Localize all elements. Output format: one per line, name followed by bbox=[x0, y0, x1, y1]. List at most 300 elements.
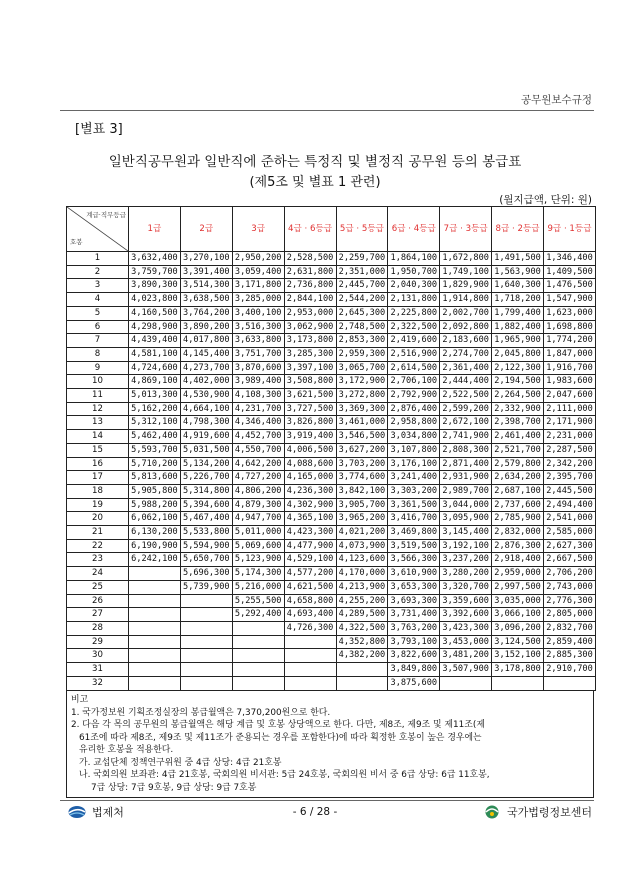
column-header: 8급 · 2등급 bbox=[492, 207, 544, 252]
salary-cell: 4,322,500 bbox=[336, 621, 388, 635]
footer-right-label: 국가법령정보센터 bbox=[506, 806, 592, 819]
salary-cell: 2,736,800 bbox=[284, 279, 336, 293]
salary-cell: 2,614,500 bbox=[388, 361, 440, 375]
salary-cell: 5,013,300 bbox=[129, 389, 181, 403]
salary-cell: 5,162,200 bbox=[129, 402, 181, 416]
salary-cell: 2,959,000 bbox=[492, 567, 544, 581]
table-row bbox=[67, 594, 596, 608]
salary-cell: 2,959,300 bbox=[336, 347, 388, 361]
salary-cell: 3,653,300 bbox=[388, 580, 440, 594]
salary-cell: 3,124,500 bbox=[492, 635, 544, 649]
salary-cell: 4,798,300 bbox=[180, 416, 232, 430]
salary-cell: 3,793,100 bbox=[388, 635, 440, 649]
table-row bbox=[67, 471, 596, 485]
salary-cell: 3,096,200 bbox=[492, 621, 544, 635]
salary-cell bbox=[284, 676, 336, 690]
salary-cell: 2,171,900 bbox=[544, 416, 596, 430]
salary-cell: 3,453,000 bbox=[440, 635, 492, 649]
salary-cell: 1,718,200 bbox=[492, 293, 544, 307]
unit-note: (월지급액, 단위: 원) bbox=[499, 194, 592, 206]
salary-cell bbox=[492, 676, 544, 690]
salary-cell: 3,989,400 bbox=[232, 375, 284, 389]
salary-cell: 2,002,700 bbox=[440, 306, 492, 320]
salary-cell: 3,919,400 bbox=[284, 430, 336, 444]
salary-cell: 3,703,200 bbox=[336, 457, 388, 471]
salary-cell: 2,494,400 bbox=[544, 498, 596, 512]
salary-cell: 5,813,600 bbox=[129, 471, 181, 485]
salary-cell: 4,439,400 bbox=[129, 334, 181, 348]
salary-cell: 2,398,700 bbox=[492, 416, 544, 430]
remark-item-2-na-line-1: 나. 국회의원 보좌관: 4급 21호봉, 국회의원 비서관: 5급 24호봉, 국회의원 비서 중 6급 상당: 6급 11호봉, bbox=[79, 770, 490, 780]
step-cell: 31 bbox=[67, 663, 129, 677]
step-cell: 8 bbox=[67, 347, 129, 361]
table-row bbox=[67, 635, 596, 649]
table-row bbox=[67, 334, 596, 348]
table-row bbox=[67, 320, 596, 334]
salary-cell: 3,508,800 bbox=[284, 375, 336, 389]
salary-cell: 4,724,600 bbox=[129, 361, 181, 375]
salary-cell: 3,759,700 bbox=[129, 265, 181, 279]
salary-cell: 4,023,800 bbox=[129, 293, 181, 307]
table-row bbox=[67, 375, 596, 389]
salary-cell: 2,859,400 bbox=[544, 635, 596, 649]
salary-cell: 3,392,600 bbox=[440, 608, 492, 622]
salary-cell: 2,918,400 bbox=[492, 553, 544, 567]
step-cell: 24 bbox=[67, 567, 129, 581]
salary-cell: 4,145,400 bbox=[180, 347, 232, 361]
salary-cell: 5,467,400 bbox=[180, 512, 232, 526]
salary-cell bbox=[232, 621, 284, 635]
column-header: 2급 bbox=[180, 207, 232, 252]
salary-cell: 5,292,400 bbox=[232, 608, 284, 622]
salary-cell: 1,491,500 bbox=[492, 252, 544, 266]
salary-cell: 3,826,800 bbox=[284, 416, 336, 430]
table-row bbox=[67, 567, 596, 581]
salary-cell: 4,021,200 bbox=[336, 526, 388, 540]
salary-cell: 3,241,400 bbox=[388, 471, 440, 485]
salary-cell: 5,031,500 bbox=[180, 443, 232, 457]
salary-cell: 3,062,900 bbox=[284, 320, 336, 334]
salary-cell: 3,237,200 bbox=[440, 553, 492, 567]
salary-cell: 2,047,600 bbox=[544, 389, 596, 403]
salary-cell: 6,130,200 bbox=[129, 526, 181, 540]
page-number: - 6 / 28 - bbox=[292, 806, 338, 818]
salary-cell: 3,764,200 bbox=[180, 306, 232, 320]
step-cell: 20 bbox=[67, 512, 129, 526]
salary-cell: 1,640,300 bbox=[492, 279, 544, 293]
salary-cell bbox=[284, 635, 336, 649]
salary-cell: 3,842,100 bbox=[336, 484, 388, 498]
salary-cell: 3,890,200 bbox=[180, 320, 232, 334]
salary-cell: 5,314,800 bbox=[180, 484, 232, 498]
table-row bbox=[67, 279, 596, 293]
salary-cell: 2,361,400 bbox=[440, 361, 492, 375]
table-row bbox=[67, 416, 596, 430]
salary-cell: 2,445,500 bbox=[544, 484, 596, 498]
document-name: 공무원보수규정 bbox=[520, 94, 592, 106]
salary-cell: 1,983,600 bbox=[544, 375, 596, 389]
salary-cell: 4,123,600 bbox=[336, 553, 388, 567]
table-row bbox=[67, 443, 596, 457]
salary-cell: 2,516,900 bbox=[388, 347, 440, 361]
salary-cell: 4,273,700 bbox=[180, 361, 232, 375]
salary-cell: 2,706,100 bbox=[388, 375, 440, 389]
salary-cell: 3,965,200 bbox=[336, 512, 388, 526]
salary-cell: 2,785,900 bbox=[492, 512, 544, 526]
salary-cell: 2,092,800 bbox=[440, 320, 492, 334]
salary-cell: 2,461,400 bbox=[492, 430, 544, 444]
salary-cell: 5,533,800 bbox=[180, 526, 232, 540]
salary-cell bbox=[232, 676, 284, 690]
salary-cell: 2,521,700 bbox=[492, 443, 544, 457]
corner-grade-label: 계급·직무등급 bbox=[86, 211, 126, 219]
table-row bbox=[67, 347, 596, 361]
salary-cell: 3,693,300 bbox=[388, 594, 440, 608]
salary-cell: 4,302,900 bbox=[284, 498, 336, 512]
salary-cell: 1,623,000 bbox=[544, 306, 596, 320]
salary-cell: 5,394,600 bbox=[180, 498, 232, 512]
salary-cell: 3,035,000 bbox=[492, 594, 544, 608]
table-corner-cell bbox=[67, 207, 129, 252]
salary-cell bbox=[129, 649, 181, 663]
salary-cell: 3,303,200 bbox=[388, 484, 440, 498]
salary-cell: 2,599,200 bbox=[440, 402, 492, 416]
step-cell: 22 bbox=[67, 539, 129, 553]
salary-cell: 5,710,200 bbox=[129, 457, 181, 471]
table-row bbox=[67, 430, 596, 444]
salary-cell: 1,547,900 bbox=[544, 293, 596, 307]
step-cell: 26 bbox=[67, 594, 129, 608]
salary-cell: 2,910,700 bbox=[544, 663, 596, 677]
salary-cell: 5,462,400 bbox=[129, 430, 181, 444]
salary-cell: 3,507,900 bbox=[440, 663, 492, 677]
salary-cell: 3,566,300 bbox=[388, 553, 440, 567]
salary-cell bbox=[129, 594, 181, 608]
table-row bbox=[67, 553, 596, 567]
salary-cell: 1,950,700 bbox=[388, 265, 440, 279]
salary-cell: 2,274,700 bbox=[440, 347, 492, 361]
salary-cell: 3,065,700 bbox=[336, 361, 388, 375]
salary-cell: 3,638,500 bbox=[180, 293, 232, 307]
salary-cell: 3,359,600 bbox=[440, 594, 492, 608]
salary-cell: 3,763,200 bbox=[388, 621, 440, 635]
step-cell: 16 bbox=[67, 457, 129, 471]
salary-cell: 5,905,800 bbox=[129, 484, 181, 498]
remark-item-2-line-1: 2. 다음 각 목의 공무원의 봉급월액은 해당 계급 및 호봉 상당액으로 한다. 다만, 제8조, 제9조 및 제11조(제 bbox=[71, 720, 485, 730]
salary-cell: 1,774,200 bbox=[544, 334, 596, 348]
salary-cell: 3,280,200 bbox=[440, 567, 492, 581]
annex-label: [별표 3] bbox=[75, 122, 123, 137]
salary-cell: 4,530,900 bbox=[180, 389, 232, 403]
table-row bbox=[67, 457, 596, 471]
salary-cell: 5,255,500 bbox=[232, 594, 284, 608]
salary-cell: 3,397,100 bbox=[284, 361, 336, 375]
salary-cell bbox=[336, 663, 388, 677]
table-row bbox=[67, 621, 596, 635]
salary-cell: 2,040,300 bbox=[388, 279, 440, 293]
table-row bbox=[67, 676, 596, 690]
salary-cell: 3,178,800 bbox=[492, 663, 544, 677]
salary-cell: 2,748,500 bbox=[336, 320, 388, 334]
salary-cell: 3,400,100 bbox=[232, 306, 284, 320]
salary-cell bbox=[232, 635, 284, 649]
salary-cell: 2,419,600 bbox=[388, 334, 440, 348]
salary-cell: 6,190,900 bbox=[129, 539, 181, 553]
salary-cell: 3,627,200 bbox=[336, 443, 388, 457]
salary-cell: 4,658,800 bbox=[284, 594, 336, 608]
step-cell: 27 bbox=[67, 608, 129, 622]
salary-cell: 1,346,400 bbox=[544, 252, 596, 266]
salary-cell: 3,519,500 bbox=[388, 539, 440, 553]
step-cell: 29 bbox=[67, 635, 129, 649]
step-cell: 4 bbox=[67, 293, 129, 307]
salary-cell: 2,876,400 bbox=[388, 402, 440, 416]
salary-cell: 3,095,900 bbox=[440, 512, 492, 526]
salary-cell: 2,871,400 bbox=[440, 457, 492, 471]
step-cell: 13 bbox=[67, 416, 129, 430]
salary-cell: 2,445,700 bbox=[336, 279, 388, 293]
salary-cell: 2,579,800 bbox=[492, 457, 544, 471]
salary-cell: 5,696,300 bbox=[180, 567, 232, 581]
salary-cell: 2,544,200 bbox=[336, 293, 388, 307]
salary-cell: 1,799,400 bbox=[492, 306, 544, 320]
salary-cell bbox=[180, 608, 232, 622]
salary-cell: 4,402,000 bbox=[180, 375, 232, 389]
salary-table-container bbox=[66, 206, 596, 691]
salary-cell: 4,160,500 bbox=[129, 306, 181, 320]
salary-cell: 4,352,800 bbox=[336, 635, 388, 649]
law-info-center-logo-icon bbox=[483, 805, 501, 819]
salary-cell: 6,062,100 bbox=[129, 512, 181, 526]
remarks-heading: 비고 bbox=[71, 695, 89, 705]
salary-cell: 2,844,100 bbox=[284, 293, 336, 307]
header-divider bbox=[60, 110, 594, 111]
table-row bbox=[67, 539, 596, 553]
step-cell: 18 bbox=[67, 484, 129, 498]
salary-cell: 2,287,500 bbox=[544, 443, 596, 457]
column-header: 9급 · 1등급 bbox=[544, 207, 596, 252]
column-header: 4급 · 6등급 bbox=[284, 207, 336, 252]
step-cell: 23 bbox=[67, 553, 129, 567]
salary-cell: 5,650,700 bbox=[180, 553, 232, 567]
salary-cell: 3,633,800 bbox=[232, 334, 284, 348]
table-row bbox=[67, 484, 596, 498]
salary-cell: 3,171,800 bbox=[232, 279, 284, 293]
salary-cell: 2,645,300 bbox=[336, 306, 388, 320]
salary-cell: 1,914,800 bbox=[440, 293, 492, 307]
salary-cell: 2,667,500 bbox=[544, 553, 596, 567]
salary-cell: 2,627,300 bbox=[544, 539, 596, 553]
salary-cell: 3,369,300 bbox=[336, 402, 388, 416]
salary-cell: 2,953,000 bbox=[284, 306, 336, 320]
salary-cell: 3,066,100 bbox=[492, 608, 544, 622]
salary-cell: 4,213,900 bbox=[336, 580, 388, 594]
salary-cell bbox=[129, 567, 181, 581]
step-cell: 9 bbox=[67, 361, 129, 375]
step-cell: 5 bbox=[67, 306, 129, 320]
table-row bbox=[67, 512, 596, 526]
salary-cell bbox=[180, 663, 232, 677]
salary-cell: 4,423,300 bbox=[284, 526, 336, 540]
salary-cell: 2,322,500 bbox=[388, 320, 440, 334]
salary-cell: 3,145,400 bbox=[440, 526, 492, 540]
step-cell: 17 bbox=[67, 471, 129, 485]
table-row bbox=[67, 252, 596, 266]
salary-cell: 5,134,200 bbox=[180, 457, 232, 471]
salary-cell: 2,444,400 bbox=[440, 375, 492, 389]
salary-cell: 4,382,200 bbox=[336, 649, 388, 663]
salary-cell: 2,741,900 bbox=[440, 430, 492, 444]
salary-cell: 1,749,100 bbox=[440, 265, 492, 279]
salary-cell: 3,423,300 bbox=[440, 621, 492, 635]
salary-cell bbox=[129, 580, 181, 594]
salary-cell: 5,226,700 bbox=[180, 471, 232, 485]
salary-cell: 4,581,100 bbox=[129, 347, 181, 361]
salary-cell: 6,242,100 bbox=[129, 553, 181, 567]
salary-cell bbox=[180, 676, 232, 690]
table-row bbox=[67, 265, 596, 279]
salary-cell: 1,672,800 bbox=[440, 252, 492, 266]
salary-cell: 2,541,000 bbox=[544, 512, 596, 526]
salary-cell: 4,693,400 bbox=[284, 608, 336, 622]
step-cell: 19 bbox=[67, 498, 129, 512]
salary-cell: 4,642,200 bbox=[232, 457, 284, 471]
salary-cell: 2,231,000 bbox=[544, 430, 596, 444]
salary-cell: 2,634,200 bbox=[492, 471, 544, 485]
salary-cell: 2,351,000 bbox=[336, 265, 388, 279]
salary-table bbox=[66, 206, 596, 691]
salary-cell: 3,107,800 bbox=[388, 443, 440, 457]
salary-cell bbox=[129, 635, 181, 649]
remark-item-2-na-line-2: 7급 상당: 7급 9호봉, 9급 상당: 9급 7호봉 bbox=[91, 782, 257, 793]
step-cell: 2 bbox=[67, 265, 129, 279]
step-cell: 10 bbox=[67, 375, 129, 389]
salary-cell: 4,165,000 bbox=[284, 471, 336, 485]
salary-cell bbox=[129, 663, 181, 677]
salary-cell: 4,006,500 bbox=[284, 443, 336, 457]
salary-cell: 2,585,000 bbox=[544, 526, 596, 540]
table-header-row bbox=[67, 207, 596, 252]
table-row bbox=[67, 663, 596, 677]
salary-cell: 2,950,200 bbox=[232, 252, 284, 266]
table-row bbox=[67, 402, 596, 416]
salary-cell bbox=[232, 663, 284, 677]
salary-cell: 2,395,700 bbox=[544, 471, 596, 485]
footer-divider bbox=[60, 800, 594, 801]
salary-cell: 5,011,000 bbox=[232, 526, 284, 540]
step-cell: 11 bbox=[67, 389, 129, 403]
salary-cell: 2,743,000 bbox=[544, 580, 596, 594]
salary-cell: 2,225,800 bbox=[388, 306, 440, 320]
salary-cell: 1,829,900 bbox=[440, 279, 492, 293]
table-row bbox=[67, 498, 596, 512]
salary-cell: 2,332,900 bbox=[492, 402, 544, 416]
salary-cell: 2,264,500 bbox=[492, 389, 544, 403]
column-header: 5급 · 5등급 bbox=[336, 207, 388, 252]
salary-cell bbox=[129, 608, 181, 622]
step-cell: 30 bbox=[67, 649, 129, 663]
step-cell: 12 bbox=[67, 402, 129, 416]
salary-cell: 3,192,100 bbox=[440, 539, 492, 553]
salary-cell: 2,194,500 bbox=[492, 375, 544, 389]
salary-cell: 3,610,900 bbox=[388, 567, 440, 581]
salary-cell: 3,632,400 bbox=[129, 252, 181, 266]
salary-cell: 3,391,400 bbox=[180, 265, 232, 279]
salary-cell: 2,853,300 bbox=[336, 334, 388, 348]
salary-cell: 5,174,300 bbox=[232, 567, 284, 581]
salary-cell: 4,108,300 bbox=[232, 389, 284, 403]
salary-cell: 1,563,900 bbox=[492, 265, 544, 279]
step-cell: 1 bbox=[67, 252, 129, 266]
salary-cell: 3,285,300 bbox=[284, 347, 336, 361]
salary-cell: 3,320,700 bbox=[440, 580, 492, 594]
salary-cell: 3,176,100 bbox=[388, 457, 440, 471]
salary-cell: 3,546,500 bbox=[336, 430, 388, 444]
corner-step-label: 호봉 bbox=[70, 238, 83, 246]
salary-cell: 4,365,100 bbox=[284, 512, 336, 526]
salary-cell: 3,152,100 bbox=[492, 649, 544, 663]
table-row bbox=[67, 608, 596, 622]
salary-cell bbox=[232, 649, 284, 663]
salary-cell: 4,231,700 bbox=[232, 402, 284, 416]
salary-cell: 2,737,600 bbox=[492, 498, 544, 512]
salary-cell: 4,236,300 bbox=[284, 484, 336, 498]
salary-cell: 3,416,700 bbox=[388, 512, 440, 526]
step-cell: 28 bbox=[67, 621, 129, 635]
table-row bbox=[67, 389, 596, 403]
salary-cell: 2,259,700 bbox=[336, 252, 388, 266]
salary-cell: 2,989,700 bbox=[440, 484, 492, 498]
salary-cell: 2,342,200 bbox=[544, 457, 596, 471]
salary-cell: 3,469,800 bbox=[388, 526, 440, 540]
salary-cell: 4,550,700 bbox=[232, 443, 284, 457]
salary-cell: 3,361,500 bbox=[388, 498, 440, 512]
column-header: 1급 bbox=[129, 207, 181, 252]
salary-cell bbox=[129, 621, 181, 635]
salary-cell: 1,698,800 bbox=[544, 320, 596, 334]
salary-cell: 1,476,500 bbox=[544, 279, 596, 293]
salary-cell: 3,044,000 bbox=[440, 498, 492, 512]
salary-cell: 4,289,500 bbox=[336, 608, 388, 622]
step-cell: 3 bbox=[67, 279, 129, 293]
table-title: 일반직공무원과 일반직에 준하는 특정직 및 별정직 공무원 등의 봉급표 bbox=[108, 154, 522, 170]
salary-cell: 1,965,900 bbox=[492, 334, 544, 348]
salary-cell: 5,216,000 bbox=[232, 580, 284, 594]
salary-cell: 4,947,700 bbox=[232, 512, 284, 526]
salary-cell: 4,452,700 bbox=[232, 430, 284, 444]
salary-cell: 2,997,500 bbox=[492, 580, 544, 594]
salary-cell: 3,172,900 bbox=[336, 375, 388, 389]
salary-cell: 5,069,600 bbox=[232, 539, 284, 553]
salary-cell: 2,805,000 bbox=[544, 608, 596, 622]
salary-cell: 3,751,700 bbox=[232, 347, 284, 361]
salary-cell bbox=[284, 663, 336, 677]
salary-cell: 4,869,100 bbox=[129, 375, 181, 389]
salary-cell: 3,875,600 bbox=[388, 676, 440, 690]
salary-cell: 4,919,600 bbox=[180, 430, 232, 444]
salary-cell: 5,593,700 bbox=[129, 443, 181, 457]
salary-cell: 4,017,800 bbox=[180, 334, 232, 348]
step-cell: 25 bbox=[67, 580, 129, 594]
salary-cell: 2,131,800 bbox=[388, 293, 440, 307]
salary-cell bbox=[129, 676, 181, 690]
salary-cell: 3,727,500 bbox=[284, 402, 336, 416]
salary-cell: 2,931,900 bbox=[440, 471, 492, 485]
salary-cell: 3,059,400 bbox=[232, 265, 284, 279]
footer-right bbox=[483, 804, 592, 820]
table-row bbox=[67, 293, 596, 307]
salary-cell: 4,727,200 bbox=[232, 471, 284, 485]
